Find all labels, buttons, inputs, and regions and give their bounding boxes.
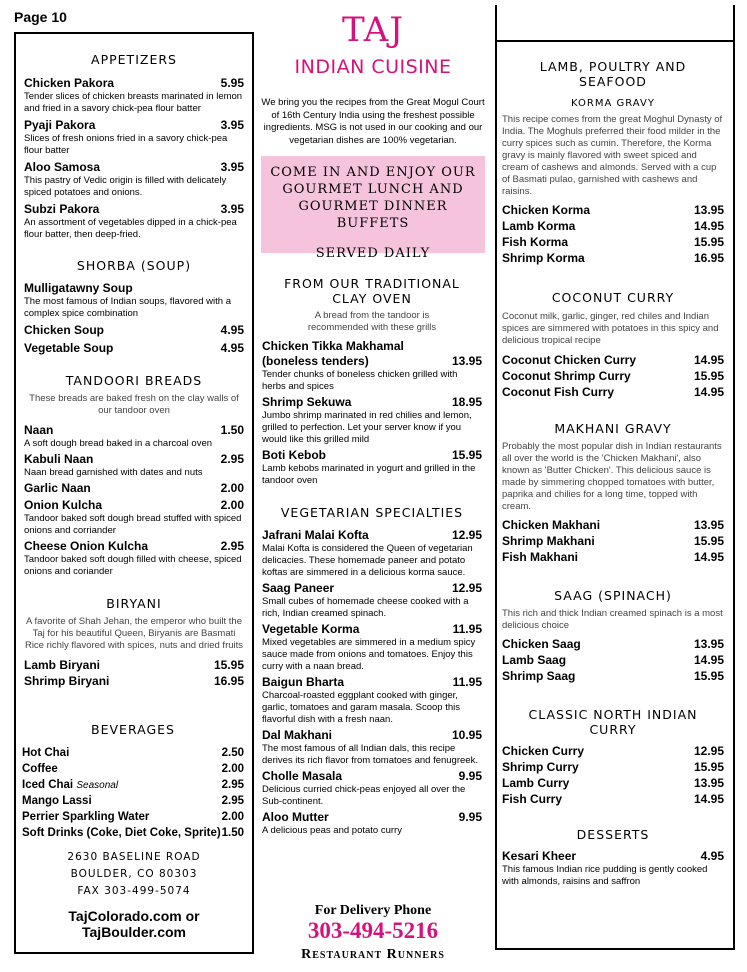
menu-item-name: Lamb Curry — [502, 776, 570, 790]
menu-item-name: Soft Drinks (Coke, Diet Coke, Sprite) — [22, 827, 221, 839]
menu-item-name: Shrimp Curry — [502, 760, 579, 774]
menu-item-price: 10.95 — [451, 728, 482, 742]
menu-item-row — [502, 203, 724, 218]
menu-item-price: 2.00 — [220, 481, 244, 495]
menu-item-price: 16.95 — [693, 251, 724, 265]
menu-item-name: Lamb Korma — [502, 219, 576, 233]
menu-item-name: Dal Makhani — [262, 728, 333, 742]
menu-item-name: Coconut Fish Curry — [502, 385, 615, 399]
menu-item-name: Aloo Mutter — [262, 810, 329, 824]
menu-item-price: 12.95 — [451, 581, 482, 595]
menu-item-row — [24, 452, 244, 467]
menu-item-name: Coconut Chicken Curry — [502, 353, 637, 367]
menu-item — [24, 481, 244, 496]
menu-item-description: A delicious peas and potato curry — [262, 825, 402, 836]
menu-item-name: Shrimp Sekuwa — [262, 395, 352, 409]
menu-item-row — [24, 423, 244, 438]
menu-item-description: Mixed vegetables are simmered in a medium spicy sauce made from onions and tomatoes. Enjoy this curry with a naan bread. — [262, 637, 476, 672]
classic-heading: CLASSIC NORTH INDIAN CURRY — [528, 707, 698, 737]
shorba-heading: SHORBA (SOUP) — [76, 258, 192, 273]
menu-item-row — [262, 448, 482, 463]
menu-item-description: A soft dough bread baked in a charcoal oven — [24, 438, 213, 449]
menu-item — [502, 219, 724, 234]
menu-item-description: Slices of fresh onions fried in a savory chick-pea flour batter — [24, 133, 228, 156]
menu-item-row — [22, 810, 244, 825]
menu-item-row — [262, 728, 482, 743]
menu-item-row — [502, 744, 724, 759]
menu-item-row — [24, 498, 244, 513]
menu-item-name: Chicken Curry — [502, 744, 585, 758]
menu-item-description: Jumbo shrimp marinated in red chilies and lemon, grilled to perfection. Let your server know if you would like this grilled mild — [262, 410, 472, 445]
menu-item-price: 1.50 — [221, 827, 244, 839]
menu-item — [502, 776, 724, 791]
address-block — [24, 849, 244, 940]
menu-item-row — [22, 746, 244, 761]
menu-item-row — [24, 160, 244, 175]
shorba-list — [24, 281, 244, 356]
menu-item-price: 15.95 — [213, 658, 244, 672]
breads-list — [24, 423, 244, 578]
vegetarian-heading: VEGETARIAN SPECIALTIES — [280, 505, 464, 520]
menu-item-name: Naan — [24, 423, 54, 437]
menu-item-price: 14.95 — [693, 792, 724, 806]
menu-item-row — [502, 251, 724, 266]
saag-section — [502, 588, 724, 684]
lamb-heading: LAMB, POULTRY AND SEAFOOD — [539, 59, 687, 89]
promo-line-4: SERVED DAILY — [315, 246, 431, 261]
menu-item-row — [24, 674, 244, 689]
menu-item-name: Saag Paneer — [262, 581, 335, 595]
menu-item-price: 13.95 — [693, 203, 724, 217]
menu-item — [24, 658, 244, 673]
menu-item-description: An assortment of vegetables dipped in a chick-pea flour batter, then deep-fried. — [24, 217, 237, 240]
menu-item-name: Kesari Kheer — [502, 849, 577, 863]
menu-item-row — [22, 762, 244, 777]
menu-item-name: Coffee — [22, 763, 58, 775]
restaurant-subtitle: INDIAN CUISINE — [294, 56, 452, 78]
menu-item-name: Shrimp Korma — [502, 251, 585, 265]
menu-item-row — [262, 528, 482, 543]
promo-line-1: COME IN AND ENJOY OUR — [270, 165, 476, 180]
menu-item-row — [262, 339, 482, 369]
menu-item-price: 18.95 — [451, 395, 482, 409]
menu-item-row — [22, 826, 244, 841]
menu-item-price: 15.95 — [693, 534, 724, 548]
beverages-heading: BEVERAGES — [91, 722, 175, 737]
korma-list — [502, 203, 724, 266]
menu-item-name: Chicken Pakora — [24, 76, 115, 90]
menu-item-note: Seasonal — [76, 780, 119, 791]
menu-item — [262, 581, 482, 620]
left-bottom-rule — [14, 952, 254, 954]
vegetarian-section — [262, 505, 482, 837]
appetizers-list — [24, 76, 244, 241]
menu-item — [502, 534, 724, 549]
korma-intro: This recipe comes from the great Moghul Dynasty of India. The Moghuls preferred their food milder in the curry spices such as cumin. Therefore, the Korma gravy is mainly flavored with sweet spiced and cream of cashews and almonds. Served with a cup of Basmati pulao, garnished with cashews and raisins. — [502, 114, 723, 197]
menu-item-description: Tender chunks of boneless chicken grilled with herbs and spices — [262, 369, 458, 392]
promo-line-2: GOURMET LUNCH AND — [282, 182, 464, 197]
saag-list — [502, 637, 724, 684]
menu-item-row — [502, 669, 724, 684]
menu-item — [22, 778, 244, 793]
menu-item — [502, 669, 724, 684]
menu-item-price: 4.95 — [700, 849, 724, 863]
menu-item-row — [502, 637, 724, 652]
menu-item-name: Baigun Bharta — [262, 675, 345, 689]
menu-item-name: Chicken Tikka Makhamal (boneless tenders) — [262, 339, 404, 368]
menu-item-row — [24, 323, 244, 338]
biryani-section — [24, 596, 244, 689]
menu-item-name: Perrier Sparkling Water — [22, 811, 150, 823]
makhani-section — [502, 421, 724, 565]
menu-item-name: Onion Kulcha — [24, 498, 102, 512]
biryani-list — [24, 658, 244, 689]
menu-item-price: 1.50 — [220, 423, 244, 437]
appetizers-heading: APPETIZERS — [91, 52, 177, 67]
menu-item-row — [24, 341, 244, 356]
restaurant-runners: Restaurant Runners — [301, 947, 445, 962]
promo-line-3: GOURMET DINNER BUFFETS — [298, 199, 448, 231]
menu-item-row — [262, 810, 482, 825]
left-top-rule — [14, 32, 254, 34]
menu-item-description: Charcoal-roasted eggplant cooked with ginger, garlic, tomatoes and garam masala. Scoop this flavorful dish with a fresh naan. — [262, 690, 461, 725]
menu-item-name: Chicken Makhani — [502, 518, 601, 532]
classic-list — [502, 744, 724, 807]
menu-item-name: Chicken Korma — [502, 203, 591, 217]
classic-section — [502, 707, 724, 807]
menu-item-name: Iced Chai — [22, 779, 74, 791]
address-line1: 2630 BASELINE ROAD — [67, 851, 201, 863]
menu-item-price: 3.95 — [220, 202, 244, 216]
clay-oven-list — [262, 339, 482, 487]
clay-oven-heading: FROM OUR TRADITIONAL CLAY OVEN — [284, 276, 460, 306]
menu-item-price: 3.95 — [220, 160, 244, 174]
menu-item-name: Fish Curry — [502, 792, 563, 806]
menu-item-row — [262, 769, 482, 784]
menu-item — [502, 653, 724, 668]
menu-item-row — [502, 849, 724, 864]
menu-item-row — [502, 353, 724, 368]
menu-item — [262, 448, 482, 487]
menu-item — [502, 550, 724, 565]
menu-item — [502, 849, 724, 888]
beverages-section — [22, 722, 244, 841]
menu-item-row — [22, 778, 244, 793]
menu-item-description: Naan bread garnished with dates and nuts — [24, 467, 203, 478]
menu-item-price: 11.95 — [452, 675, 482, 689]
menu-item-price: 14.95 — [693, 353, 724, 367]
menu-item — [24, 539, 244, 578]
menu-item-price: 2.95 — [221, 779, 244, 791]
menu-item — [502, 744, 724, 759]
menu-item-price: 9.95 — [458, 769, 482, 783]
menu-item-description: Tandoor baked soft dough bread stuffed with spiced onions and corriander — [24, 513, 242, 536]
menu-item — [24, 323, 244, 338]
menu-item-price: 3.95 — [220, 118, 244, 132]
shorba-section — [24, 258, 244, 356]
menu-item-row — [262, 395, 482, 410]
menu-item — [502, 235, 724, 250]
beverages-list — [22, 746, 244, 841]
website-line1[interactable]: TajColorado.com or — [68, 908, 200, 924]
desserts-section — [502, 827, 724, 888]
menu-item — [502, 385, 724, 400]
desserts-list — [502, 849, 724, 888]
right-top-rule — [495, 40, 735, 42]
menu-item-description: Tandoor baked soft dough filled with cheese, spiced onions and coriander — [24, 554, 242, 577]
menu-item-name: Vegetable Korma — [262, 622, 360, 636]
clay-oven-intro: A bread from the tandoor is recommended with these grills — [307, 310, 437, 333]
menu-item-name: Aloo Samosa — [24, 160, 101, 174]
menu-item-row — [502, 792, 724, 807]
menu-item — [262, 622, 482, 673]
saag-intro: This rich and thick Indian creamed spinach is a most delicious choice — [502, 608, 723, 631]
menu-item-description: Malai Kofta is considered the Queen of vegetarian delicacies. These homemade paneer and potato koftas are simmered in a delicious korma sauce. — [262, 543, 473, 578]
restaurant-title: TAJ — [341, 10, 404, 50]
coconut-list — [502, 353, 724, 400]
coconut-heading: COCONUT CURRY — [551, 290, 675, 305]
menu-item-row — [502, 534, 724, 549]
menu-item-price: 15.95 — [693, 369, 724, 383]
menu-item-price: 2.95 — [220, 539, 244, 553]
menu-item-row — [24, 281, 244, 296]
menu-item-description: Small cubes of homemade cheese cooked with a rich, Indian creamed spinach. — [262, 596, 469, 619]
menu-item-price: 15.95 — [693, 760, 724, 774]
delivery-label: For Delivery Phone — [314, 903, 432, 918]
menu-item-price: 13.95 — [693, 776, 724, 790]
menu-item-name: Mango Lassi — [22, 795, 92, 807]
biryani-heading: BIRYANI — [106, 596, 162, 611]
menu-item-price: 14.95 — [693, 219, 724, 233]
menu-item — [24, 423, 244, 450]
menu-item-description: The most famous of Indian soups, flavored with a complex spice combination — [24, 296, 231, 319]
address-line2: BOULDER, CO 80303 — [70, 868, 198, 880]
menu-item-price: 2.00 — [220, 498, 244, 512]
menu-item-name: Chicken Soup — [24, 323, 105, 337]
menu-item — [262, 810, 482, 837]
menu-item — [24, 341, 244, 356]
menu-item-name: Shrimp Biryani — [24, 674, 110, 688]
menu-item-price: 15.95 — [693, 669, 724, 683]
menu-item-name: Kabuli Naan — [24, 452, 94, 466]
restaurant-intro: We bring you the recipes from the Great Mogul Court of 16th Century India using the freshest possible ingredients. MSG is not used in our cooking and our vegetarian dishes are 100% vegetarian. — [261, 97, 485, 146]
menu-item-row — [24, 539, 244, 554]
menu-item — [22, 810, 244, 825]
vegetarian-list — [262, 528, 482, 837]
menu-item — [502, 760, 724, 775]
menu-item-name: Chicken Saag — [502, 637, 581, 651]
menu-item-row — [502, 653, 724, 668]
menu-item — [24, 452, 244, 479]
menu-item-description: This famous Indian rice pudding is gently cooked with almonds, raisins and saffron — [502, 864, 708, 887]
menu-item-row — [24, 658, 244, 673]
menu-item — [502, 353, 724, 368]
buffet-promo — [261, 156, 485, 261]
clay-oven-section — [262, 276, 482, 487]
menu-item — [24, 160, 244, 199]
menu-item-price: 2.95 — [221, 795, 244, 807]
menu-item-row — [502, 550, 724, 565]
menu-item-name: Lamb Biryani — [24, 658, 101, 672]
menu-item-price: 2.95 — [220, 452, 244, 466]
menu-item — [262, 395, 482, 446]
makhani-list — [502, 518, 724, 565]
menu-item-row — [24, 481, 244, 496]
menu-item — [24, 498, 244, 537]
menu-item-price: 13.95 — [693, 637, 724, 651]
menu-item — [24, 674, 244, 689]
menu-item-price: 14.95 — [693, 385, 724, 399]
menu-item — [262, 339, 482, 393]
menu-item-price: 4.95 — [220, 323, 244, 337]
menu-item-name: Shrimp Makhani — [502, 534, 595, 548]
delivery-phone[interactable]: 303-494-5216 — [307, 918, 439, 943]
menu-item-description: This pastry of Vedic origin is filled with delicately spiced potatoes and onions. — [24, 175, 227, 198]
menu-item — [502, 203, 724, 218]
menu-item-name: Lamb Saag — [502, 653, 567, 667]
menu-item-price: 15.95 — [693, 235, 724, 249]
menu-item-row — [502, 235, 724, 250]
menu-item-row — [22, 794, 244, 809]
menu-item-name: Jafrani Malai Kofta — [262, 528, 369, 542]
coconut-section — [502, 290, 724, 400]
menu-item-row — [502, 219, 724, 234]
menu-item — [24, 202, 244, 241]
menu-item-row — [262, 622, 482, 637]
menu-item-row — [262, 675, 482, 690]
menu-item-name: Vegetable Soup — [24, 341, 114, 355]
saag-heading: SAAG (SPINACH) — [554, 588, 672, 603]
menu-item-description: The most famous of all Indian dals, this recipe derives its rich flavor from tomatoes and fenugreek. — [262, 743, 478, 766]
menu-item — [22, 746, 244, 761]
menu-item — [502, 637, 724, 652]
menu-item-description: Lamb kebobs marinated in yogurt and grilled in the tandoor oven — [262, 463, 476, 486]
menu-item — [262, 769, 482, 808]
breads-section — [24, 373, 244, 578]
menu-item-row — [502, 369, 724, 384]
menu-item-name: Pyaji Pakora — [24, 118, 96, 132]
menu-item — [502, 251, 724, 266]
menu-item-row — [24, 76, 244, 91]
menu-item-price: 13.95 — [693, 518, 724, 532]
menu-item-price: 5.95 — [220, 76, 244, 90]
menu-item-name: Hot Chai — [22, 747, 70, 759]
menu-item-name: Garlic Naan — [24, 481, 91, 495]
menu-item — [502, 369, 724, 384]
menu-item-price: 14.95 — [693, 653, 724, 667]
menu-item — [24, 281, 244, 320]
menu-item-name-wrap — [22, 778, 118, 793]
menu-item-price: 11.95 — [452, 622, 482, 636]
menu-item — [24, 118, 244, 157]
menu-item — [502, 518, 724, 533]
menu-item-name: Shrimp Saag — [502, 669, 576, 683]
makhani-heading: MAKHANI GRAVY — [554, 421, 672, 436]
menu-item-price: 15.95 — [451, 448, 482, 462]
menu-item-row — [24, 118, 244, 133]
breads-heading: TANDOORI BREADS — [65, 373, 203, 388]
menu-item-price: 9.95 — [458, 810, 482, 824]
menu-item-name: Cheese Onion Kulcha — [24, 539, 149, 553]
menu-item-name: Cholle Masala — [262, 769, 343, 783]
menu-item-price: 12.95 — [693, 744, 724, 758]
appetizers-section — [24, 52, 244, 241]
menu-item — [262, 728, 482, 767]
makhani-intro: Probably the most popular dish in Indian restaurants all over the world is the 'Chicken Makhani', also known as 'Butter Chicken'. This delicious sauce is made by simmering chopped tomatoes with butter, paprika and chilies for a long time, topped with cream. — [502, 441, 722, 512]
coconut-intro: Coconut milk, garlic, ginger, red chiles and Indian spices are simmered with potatoes in this spicy and delicious tropical recipe — [502, 311, 719, 346]
menu-item-row — [502, 385, 724, 400]
menu-item — [262, 528, 482, 579]
menu-item-description: Tender slices of chicken breasts marinated in lemon and fried in a savory chick-pea flour batter — [24, 91, 243, 114]
menu-item-description: Delicious curried chick-peas enjoyed all over the Sub-continent. — [262, 784, 466, 807]
menu-item-row — [24, 202, 244, 217]
menu-item — [502, 792, 724, 807]
menu-item-price: 16.95 — [213, 674, 244, 688]
korma-subheading: KORMA GRAVY — [571, 98, 655, 109]
menu-item-price: 14.95 — [693, 550, 724, 564]
menu-item-price: 13.95 — [451, 354, 482, 368]
menu-item — [24, 76, 244, 115]
menu-item-price: 12.95 — [451, 528, 482, 542]
delivery-block — [260, 903, 486, 943]
breads-intro: These breads are baked fresh on the clay walls of our tandoor oven — [29, 393, 239, 416]
menu-item — [22, 826, 244, 841]
right-bottom-rule — [495, 948, 735, 950]
website-line2[interactable]: TajBoulder.com — [82, 924, 186, 940]
menu-item — [22, 794, 244, 809]
desserts-heading: DESSERTS — [576, 827, 650, 842]
menu-item-name: Subzi Pakora — [24, 202, 100, 216]
menu-item-price: 2.00 — [221, 763, 244, 775]
lamb-section — [502, 59, 724, 266]
menu-item-name: Coconut Shrimp Curry — [502, 369, 631, 383]
menu-item-price: 2.00 — [221, 811, 244, 823]
page-number: Page 10 — [14, 9, 67, 25]
menu-item-price: 4.95 — [220, 341, 244, 355]
menu-item-price: 2.50 — [221, 747, 244, 759]
menu-item-row — [262, 581, 482, 596]
menu-item-name: Fish Korma — [502, 235, 569, 249]
menu-item — [22, 762, 244, 777]
menu-item-name: Fish Makhani — [502, 550, 579, 564]
menu-item — [262, 675, 482, 726]
menu-item-row — [502, 776, 724, 791]
menu-item-name: Boti Kebob — [262, 448, 326, 462]
menu-item-row — [502, 518, 724, 533]
biryani-intro: A favorite of Shah Jehan, the emperor who built the Taj for his beautiful Queen, Biryanis are Basmati Rice richly flavored with spices, nuts and dried fruits — [24, 616, 244, 651]
menu-item-name: Mulligatawny Soup — [24, 281, 133, 295]
menu-item-row — [502, 760, 724, 775]
fax-number: FAX 303-499-5074 — [77, 885, 191, 897]
